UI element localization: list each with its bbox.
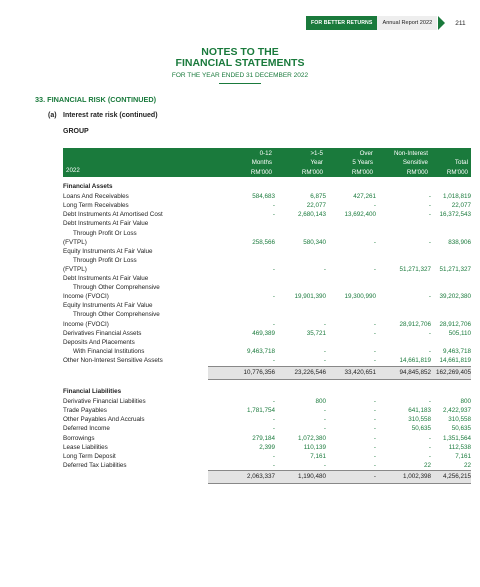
table-cell: - xyxy=(428,193,431,201)
row-label: Financial Assets xyxy=(63,183,113,190)
table-cell: - xyxy=(323,407,326,415)
column-header-3 xyxy=(313,149,373,177)
table-cell: - xyxy=(373,202,376,210)
column-header-line: RM'000 xyxy=(301,168,323,176)
table-cell: 7,161 xyxy=(310,452,326,460)
table-cell: - xyxy=(272,211,275,219)
row-label: Equity Instruments At Fair Value xyxy=(63,247,153,255)
table-cell: 19,901,390 xyxy=(294,293,326,301)
column-header-line: Total xyxy=(454,159,468,167)
table-cell: - xyxy=(323,356,326,364)
table-cell: - xyxy=(323,265,326,273)
table-cell: - xyxy=(373,265,376,273)
column-header-line: RM'000 xyxy=(250,168,272,176)
row-label: Income (FVOCI) xyxy=(63,320,109,328)
table-cell: 1,002,398 xyxy=(402,473,431,481)
column-header-line: Over xyxy=(359,150,373,157)
table-cell: - xyxy=(373,425,376,433)
table-cell: 1,351,564 xyxy=(442,434,471,442)
row-label: Deposits And Placements xyxy=(63,338,135,346)
table-cell: - xyxy=(272,293,275,301)
row-label: Long Term Receivables xyxy=(63,202,129,210)
table-cell: 22 xyxy=(463,461,471,469)
table-cell: - xyxy=(272,461,275,469)
table-cell: 51,271,327 xyxy=(439,265,471,273)
table-cell: - xyxy=(428,329,431,337)
header-tagline: FOR BETTER RETURNS xyxy=(306,16,377,30)
table-cell: - xyxy=(428,202,431,210)
table-cell: 279,184 xyxy=(252,434,275,442)
table-cell: 258,566 xyxy=(252,238,275,246)
row-label: Trade Payables xyxy=(63,407,107,415)
total-rule xyxy=(208,379,471,380)
page-header xyxy=(306,15,466,31)
row-label: Through Other Comprehensive xyxy=(73,284,160,292)
header-report-name: Annual Report 2022 xyxy=(377,16,437,30)
table-cell: 838,906 xyxy=(448,238,471,246)
table-cell: - xyxy=(323,461,326,469)
column-header-line: Months xyxy=(251,159,272,167)
table-cell: 9,463,718 xyxy=(246,347,275,355)
table-cell: 50,635 xyxy=(451,425,471,433)
table-cell: - xyxy=(373,347,376,355)
table-cell: 1,072,380 xyxy=(297,434,326,442)
table-cell: 35,721 xyxy=(306,329,326,337)
table-cell: 800 xyxy=(460,398,471,406)
table-cell: 16,372,543 xyxy=(439,211,471,219)
table-cell: 310,558 xyxy=(408,416,431,424)
page-title-line-2: FINANCIAL STATEMENTS xyxy=(175,57,305,69)
row-label: Other Payables And Accruals xyxy=(63,416,145,424)
column-header-line: Sensitive xyxy=(402,159,428,167)
column-header-line: RM'000 xyxy=(446,168,468,176)
table-cell: 1,781,754 xyxy=(246,407,275,415)
row-label: Debt Instruments At Fair Value xyxy=(63,275,149,282)
table-cell: 9,463,718 xyxy=(442,347,471,355)
table-cell: - xyxy=(272,202,275,210)
table-cell: - xyxy=(428,211,431,219)
table-cell: 22 xyxy=(423,461,431,469)
column-header-line: >1-5 xyxy=(310,150,323,157)
subsection-heading: Interest rate risk (continued) xyxy=(63,112,158,119)
column-header-line: RM'000 xyxy=(351,168,373,176)
table-cell: 2,422,937 xyxy=(442,407,471,415)
table-cell: 162,269,405 xyxy=(435,368,471,376)
table-cell: 1,190,480 xyxy=(297,473,326,481)
table-cell: 33,420,651 xyxy=(344,368,376,376)
row-label: Equity Instruments At Fair Value xyxy=(63,302,153,310)
page-title-line-1: NOTES TO THE xyxy=(201,46,279,58)
table-cell: - xyxy=(373,398,376,406)
row-label: Deferred Income xyxy=(63,425,110,433)
table-cell: 1,018,819 xyxy=(442,193,471,201)
table-cell: - xyxy=(373,473,376,481)
row-label: Derivatives Financial Assets xyxy=(63,329,142,337)
table-cell: 310,558 xyxy=(448,416,471,424)
table-cell: 469,389 xyxy=(252,329,275,337)
row-label: Debt Instruments At Amortised Cost xyxy=(63,211,163,219)
row-label: Other Non-Interest Sensitive Assets xyxy=(63,356,163,364)
table-cell: - xyxy=(373,356,376,364)
table-cell: 110,139 xyxy=(303,443,326,451)
row-label: Deferred Tax Liabilities xyxy=(63,461,127,469)
table-cell: 39,202,380 xyxy=(439,293,471,301)
table-cell: 800 xyxy=(315,398,326,406)
table-cell: - xyxy=(428,452,431,460)
table-cell: 22,077 xyxy=(451,202,471,210)
table-cell: 28,912,706 xyxy=(399,320,431,328)
table-cell: 19,300,990 xyxy=(344,293,376,301)
row-label: Through Profit Or Loss xyxy=(73,256,137,264)
table-cell: 50,635 xyxy=(411,425,431,433)
table-cell: 10,776,356 xyxy=(243,368,275,376)
row-label: Borrowings xyxy=(63,434,95,442)
row-label: Long Term Deposit xyxy=(63,452,116,460)
table-cell: 2,063,337 xyxy=(246,473,275,481)
table-cell: - xyxy=(272,416,275,424)
table-cell: - xyxy=(323,425,326,433)
table-cell: - xyxy=(428,398,431,406)
table-cell: - xyxy=(428,443,431,451)
row-label: (FVTPL) xyxy=(63,265,87,273)
section-heading: 33. FINANCIAL RISK (CONTINUED) xyxy=(35,95,157,104)
table-cell: - xyxy=(272,356,275,364)
total-rule xyxy=(208,483,471,484)
table-cell: 22,077 xyxy=(306,202,326,210)
table-cell: - xyxy=(373,320,376,328)
page-number: 211 xyxy=(455,19,466,27)
row-label: Debt Instruments At Fair Value xyxy=(63,220,149,228)
table-cell: 94,845,852 xyxy=(399,368,431,376)
table-cell: 505,110 xyxy=(448,329,471,337)
table-cell: 584,683 xyxy=(252,193,275,201)
table-cell: - xyxy=(373,238,376,246)
table-cell: - xyxy=(428,347,431,355)
table-cell: - xyxy=(373,434,376,442)
row-label: Income (FVOCI) xyxy=(63,293,109,301)
column-header-line: 5 Years xyxy=(352,159,373,167)
column-header-line xyxy=(408,149,468,158)
row-label: Through Other Comprehensive xyxy=(73,311,160,319)
page-title xyxy=(0,47,480,69)
row-label: (FVTPL) xyxy=(63,238,87,246)
table-cell: - xyxy=(323,347,326,355)
table-cell: 14,661,819 xyxy=(399,356,431,364)
page-subtitle: FOR THE YEAR ENDED 31 DECEMBER 2022 xyxy=(171,72,309,79)
table-cell: - xyxy=(272,452,275,460)
table-cell: 2,399 xyxy=(259,443,275,451)
table-cell: - xyxy=(428,434,431,442)
subsection-letter: (a) xyxy=(48,112,57,119)
table-cell: 13,692,400 xyxy=(344,211,376,219)
table-cell: - xyxy=(373,461,376,469)
table-cell: 28,912,706 xyxy=(439,320,471,328)
table-cell: 14,661,819 xyxy=(439,356,471,364)
group-label: GROUP xyxy=(63,128,89,135)
table-cell: 2,680,143 xyxy=(297,211,326,219)
table-cell: - xyxy=(323,320,326,328)
table-cell: - xyxy=(373,452,376,460)
chevron-right-icon xyxy=(438,16,445,30)
row-label: Through Profit Or Loss xyxy=(73,229,137,237)
column-header-line: Non-Interest xyxy=(393,150,428,157)
table-cell: - xyxy=(373,407,376,415)
table-cell: - xyxy=(373,416,376,424)
table-cell: 112,538 xyxy=(448,443,471,451)
table-cell: - xyxy=(373,329,376,337)
table-header xyxy=(63,148,471,177)
row-label: With Financial Institutions xyxy=(73,347,145,355)
title-divider xyxy=(219,83,261,84)
table-year: 2022 xyxy=(66,167,80,174)
row-label: Loans And Receivables xyxy=(63,193,129,201)
table-cell: - xyxy=(272,320,275,328)
column-header-line: 0-12 xyxy=(259,150,272,157)
table-cell: - xyxy=(323,416,326,424)
table-cell: - xyxy=(428,238,431,246)
table-cell: 51,271,327 xyxy=(399,265,431,273)
table-cell: - xyxy=(272,425,275,433)
table-cell: - xyxy=(373,443,376,451)
table-cell: 23,226,546 xyxy=(294,368,326,376)
column-header-5 xyxy=(408,149,468,177)
row-label: Financial Liabilities xyxy=(63,388,122,395)
row-label: Lease Liabilities xyxy=(63,443,108,451)
table-cell: 6,875 xyxy=(310,193,326,201)
table-cell: 641,183 xyxy=(408,407,431,415)
table-cell: 427,261 xyxy=(353,193,376,201)
table-cell: - xyxy=(428,293,431,301)
table-cell: 4,256,215 xyxy=(442,473,471,481)
table-cell: - xyxy=(272,398,275,406)
table-cell: - xyxy=(272,265,275,273)
table-cell: 7,161 xyxy=(455,452,471,460)
column-header-line: RM'000 xyxy=(406,168,428,176)
column-header-line: Year xyxy=(310,159,323,167)
table-cell: 580,340 xyxy=(303,238,326,246)
row-label: Derivative Financial Liabilities xyxy=(63,398,146,406)
